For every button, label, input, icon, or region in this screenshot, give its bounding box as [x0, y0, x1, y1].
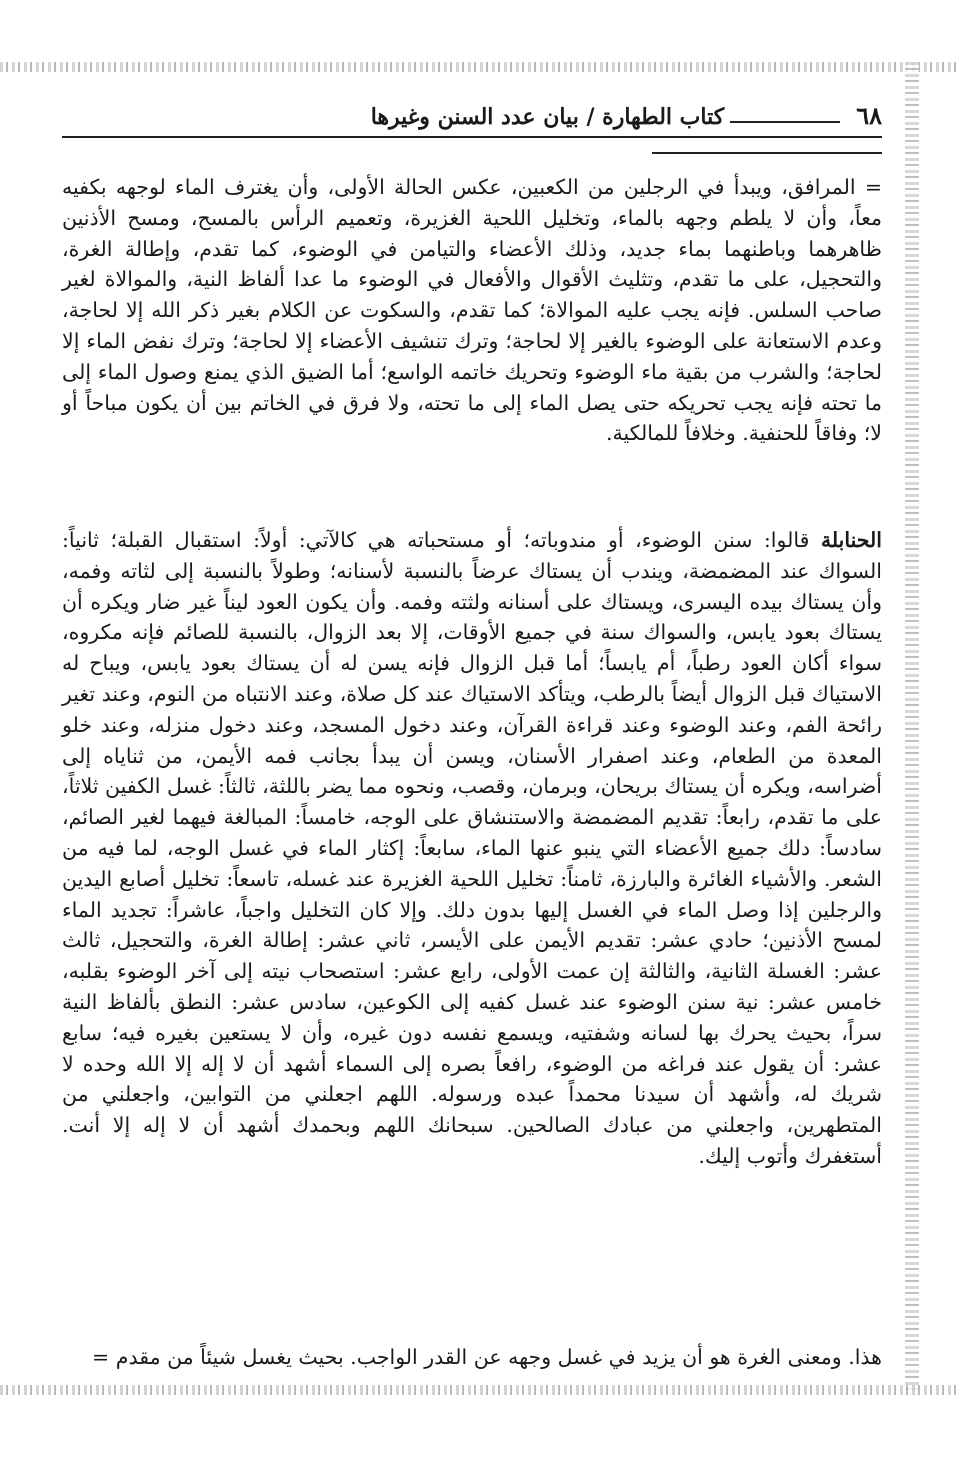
page-header — [62, 94, 882, 130]
footnote-rule — [652, 152, 882, 154]
paragraph-text: قالوا: سنن الوضوء، أو مندوباته؛ أو مستحباته هي كالآتي: أولاً: استقبال القبلة؛ ثانياً: السواك عند المضمضة، ويندب أن يستاك عرضاً بالنسبة لأسنانه؛ وطولاً بالنسبة إلى لثاته وفمه، وأن يستاك بيده اليسرى، ويستاك على أسنانه ولثته وفمه. وأن يكون العود ليناً غير ضار ويكره أن يستاك بعود يابس، والسواك سنة في جميع الأوقات، إلا بعد الزوال، بالنسبة للصائم فإنه مكروه، سواء أكان العود رطباً، أم يابساً؛ أما قبل الزوال فإنه يسن له أن يستاك بعود يابس، ويباح له الاستياك قبل الزوال أيضاً بالرطب، ويتأكد الاستياك عند كل صلاة، وعند الانتباه من النوم، وعند تغير رائحة الفم، وعند الوضوء وعند قراءة القرآن، وعند دخول المسجد، وعند دخول منزله، وعند خلو المعدة من الطعام، وعند اصفرار الأسنان، ويسن أن يبدأ بجانب فمه الأيمن، من ثناياه إلى أضراسه، ويكره أن يستاك بريحان، وبرمان، وقصب، ونحوه مما يضر باللثة، ثالثاً: غسل الكفين ثلاثاً، على ما تقدم، رابعاً: تقديم المضمضة والاستنشاق على الوجه، خامساً: المبالغة فيهما لغير الصائم، سادساً: دلك جميع الأعضاء التي ينبو عنها الماء، سابعاً: إكثار الماء في غسل الوجه، لما فيه من الشعر. والأشياء الغائرة والبارزة، ثامناً: تخليل اللحية الغزيرة عند غسله، تاسعاً: تخليل أصابع اليدين والرجلين إذا وصل الماء في الغسل إليها بدون دلك. وإلا كان التخليل واجباً، عاشراً: تجديد الماء لمسح الأذنين؛ حادي عشر: تقديم الأيمن على الأيسر، ثاني عشر: إطالة الغرة، والتحجيل، ثالث عشر: الغسلة الثانية، والثالثة إن عمت الأولى، رابع عشر: استصحاب نيته إلى آخر الوضوء بقلبه، خامس عشر: نية سنن الوضوء عند غسل كفيه إلى الكوعين، سادس عشر: النطق بألفاظ النية سراً، بحيث يحرك بها لسانه وشفتيه، ويسمع نفسه دون غيره، وأن لا يستعين بغيره فيه؛ سابع عشر: أن يقول عند فراغه من الوضوء، رافعاً بصره إلى السماء أشهد أن لا إله إلا الله وحده لا شريك له، وأشهد أن سيدنا محمداً عبده ورسوله. اللهم اجعلني من التوابين، واجعلني من المتطهرين، واجعلني من عبادك الصالحين. سبحانك اللهم وبحمدك أشهد أن لا إله إلا أنت. أستغفرك وأتوب إليك. — [62, 528, 882, 1168]
page-number: ٦٨ — [856, 101, 882, 130]
header-divider — [730, 121, 840, 123]
decorative-border-bottom — [0, 1385, 956, 1395]
decorative-border-right — [905, 62, 919, 1395]
footnote-paragraph-3 — [62, 1342, 882, 1373]
school-name-hanabila: الحنابلة — [820, 528, 882, 552]
paragraph-text: هذا. ومعنى الغرة هو أن يزيد في غسل وجهه عن القدر الواجب. بحيث يغسل شيئاً من مقدم — [115, 1345, 882, 1369]
header-rule — [62, 136, 882, 138]
footnote-paragraph-2 — [62, 525, 882, 1172]
continuation-mark: = — [92, 1345, 110, 1369]
continuation-mark: = — [864, 175, 882, 199]
running-title: كتاب الطهارة / بيان عدد السنن وغيرها — [370, 104, 725, 130]
decorative-border-top — [0, 62, 956, 72]
paragraph-text: المرافق، ويبدأ في الرجلين من الكعبين، عكس الحالة الأولى، وأن يغترف الماء لوجهه بكفيه معاً، وأن لا يلطم وجهه بالماء، وتخليل اللحية الغزيرة، وتعميم الرأس بالمسح، ومسح الأذنين ظاهرهما وباطنهما بماء جديد، وذلك الأعضاء والتيامن في الوضوء، كما تقدم، وإطالة الغرة، والتحجيل، على ما تقدم، وتثليث الأقوال والأفعال في الوضوء ما عدا ألفاظ النية، والموالاة لغير صاحب السلس. فإنه يجب عليه الموالاة؛ كما تقدم، والسكوت عن الكلام بغير ذكر الله إلا لحاجة، وعدم الاستعانة على الوضوء بالغير إلا لحاجة؛ وترك تنشيف الأعضاء إلا لحاجة؛ وترك نفض الماء إلا لحاجة؛ والشرب من بقية ماء الوضوء وتحريك خاتمه الواسع؛ أما الضيق الذي يمنع وصول الماء إلى ما تحته فإنه يجب تحريكه حتى يصل الماء إلى ما تحته، ولا فرق في الخاتم بين أن يكون مباحاً أو لا؛ وفاقاً للحنفية. وخلافاً للمالكية. — [62, 175, 882, 446]
footnote-paragraph-1 — [62, 172, 882, 449]
